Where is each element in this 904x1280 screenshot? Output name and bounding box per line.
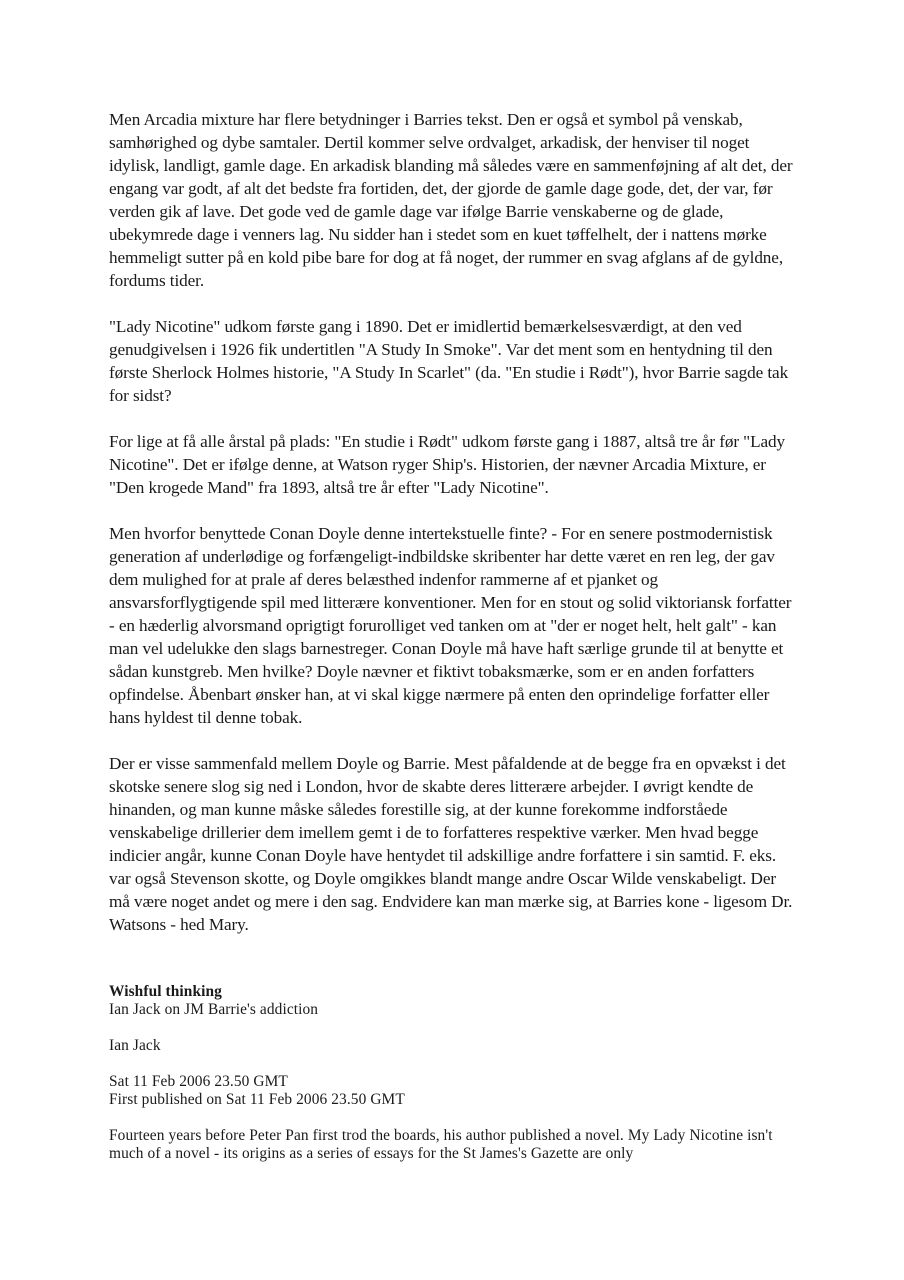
article-byline — [109, 1037, 799, 1055]
paragraph-arcadia-mixture: Men Arcadia mixture har flere betydninger i Barries tekst. Den er også et symbol på venskab, samhørighed og dybe samtaler. Dertil kommer selve ordvalget, arkadisk, der henviser til noget idylisk, landligt, gamle dage. En arkadisk blanding må således være en sammenføjning af alt det, der engang var godt, af alt det bedste fra fortiden, det, der gjorde de gamle dage gode, det, der var, før verden gik af lave. Det gode ved de gamle dage var ifølge Barrie venskaberne og de glade, ubekymrede dage i venners lag. Nu sidder han i stedet som en kuet tøffelhelt, der i nattens mørke hemmeligt sutter på en kold pibe bare for dog at få noget, der rummer en svag afglans af de gyldne, fordums tider. — [109, 110, 793, 290]
paragraph-lady-nicotine: "Lady Nicotine" udkom første gang i 1890. Det er imidlertid bemærkelsesværdigt, at den ved genudgivelsen i 1926 fik undertitlen "A Study In Smoke". Var det ment som en hentydning til den første Sherlock Holmes historie, "A Study In Scarlet" (da. "En studie i Rødt"), hvor Barrie sagde tak for sidst? — [109, 317, 789, 405]
article-dates — [109, 1073, 799, 1109]
paragraph-doyle-barrie: Der er visse sammenfald mellem Doyle og Barrie. Mest påfaldende at de begge fra en opvækst i det skotske senere slog sig ned i London, hvor de skabte deres litterære arbejder. I øvrigt kendte de hinanden, og man kunne måske således forestille sig, at der kunne forekomme indforståede venskabelige drillerier dem imellem gemt i de to forfatteres respektive værker. Men hvad begge indicier angår, kunne Conan Doyle have hentydet til adskillige andre forfattere i sin samtid. F. eks. var også Stevenson skotte, og Doyle omgikkes blandt mange andre Oscar Wilde venskabeligt. Der må være noget andet og mere i den sag. Endvidere kan man mærke sig, at Barries kone - ligesom Dr. Watsons - hed Mary. — [109, 754, 793, 934]
quoted-article — [109, 983, 799, 1163]
article-date: Sat 11 Feb 2006 23.50 GMT — [109, 1073, 288, 1090]
article-body-text: Fourteen years before Peter Pan first trod the boards, his author published a novel. My Lady Nicotine isn't much of a novel - its origins as a series of essays for the St James's Gazette are only — [109, 1127, 773, 1162]
document-page — [109, 108, 799, 1181]
article-title: Wishful thinking — [109, 983, 222, 1000]
article-first-published: First published on Sat 11 Feb 2006 23.50 GMT — [109, 1091, 405, 1108]
article-heading — [109, 983, 799, 1019]
article-subtitle: Ian Jack on JM Barrie's addiction — [109, 1001, 319, 1018]
article-author: Ian Jack — [109, 1037, 161, 1054]
article-body — [109, 1127, 799, 1163]
paragraph-intertextual: Men hvorfor benyttede Conan Doyle denne intertekstuelle finte? - For en senere postmodernistisk generation af underlødige og forfængeligt-indbildske skribenter har dette været en ren leg, der gav dem mulighed for at prale af deres belæsthed indenfor rammerne af et pjanket og ansvarsforflygtigende spil med litterære konventioner. Men for en stout og solid viktoriansk forfatter - en hæderlig alvorsmand oprigtigt forurolliget ved tanken om at "der er noget helt, helt galt" - kan man vel udelukke den slags barnestreger. Conan Doyle må have haft særlige grunde til at benytte et sådan kunstgreb. Men hvilke? Doyle nævner et fiktivt tobaksmærke, som er en anden forfatters opfindelse. Åbenbart ønsker han, at vi skal kigge nærmere på enten den oprindelige forfatter eller hans hyldest til denne tobak. — [109, 524, 792, 727]
paragraph-years: For lige at få alle årstal på plads: "En studie i Rødt" udkom første gang i 1887, altså tre år før "Lady Nicotine". Det er ifølge denne, at Watson ryger Ship's. Historien, der nævner Arcadia Mixture, er "Den krogede Mand" fra 1893, altså tre år efter "Lady Nicotine". — [109, 432, 786, 497]
